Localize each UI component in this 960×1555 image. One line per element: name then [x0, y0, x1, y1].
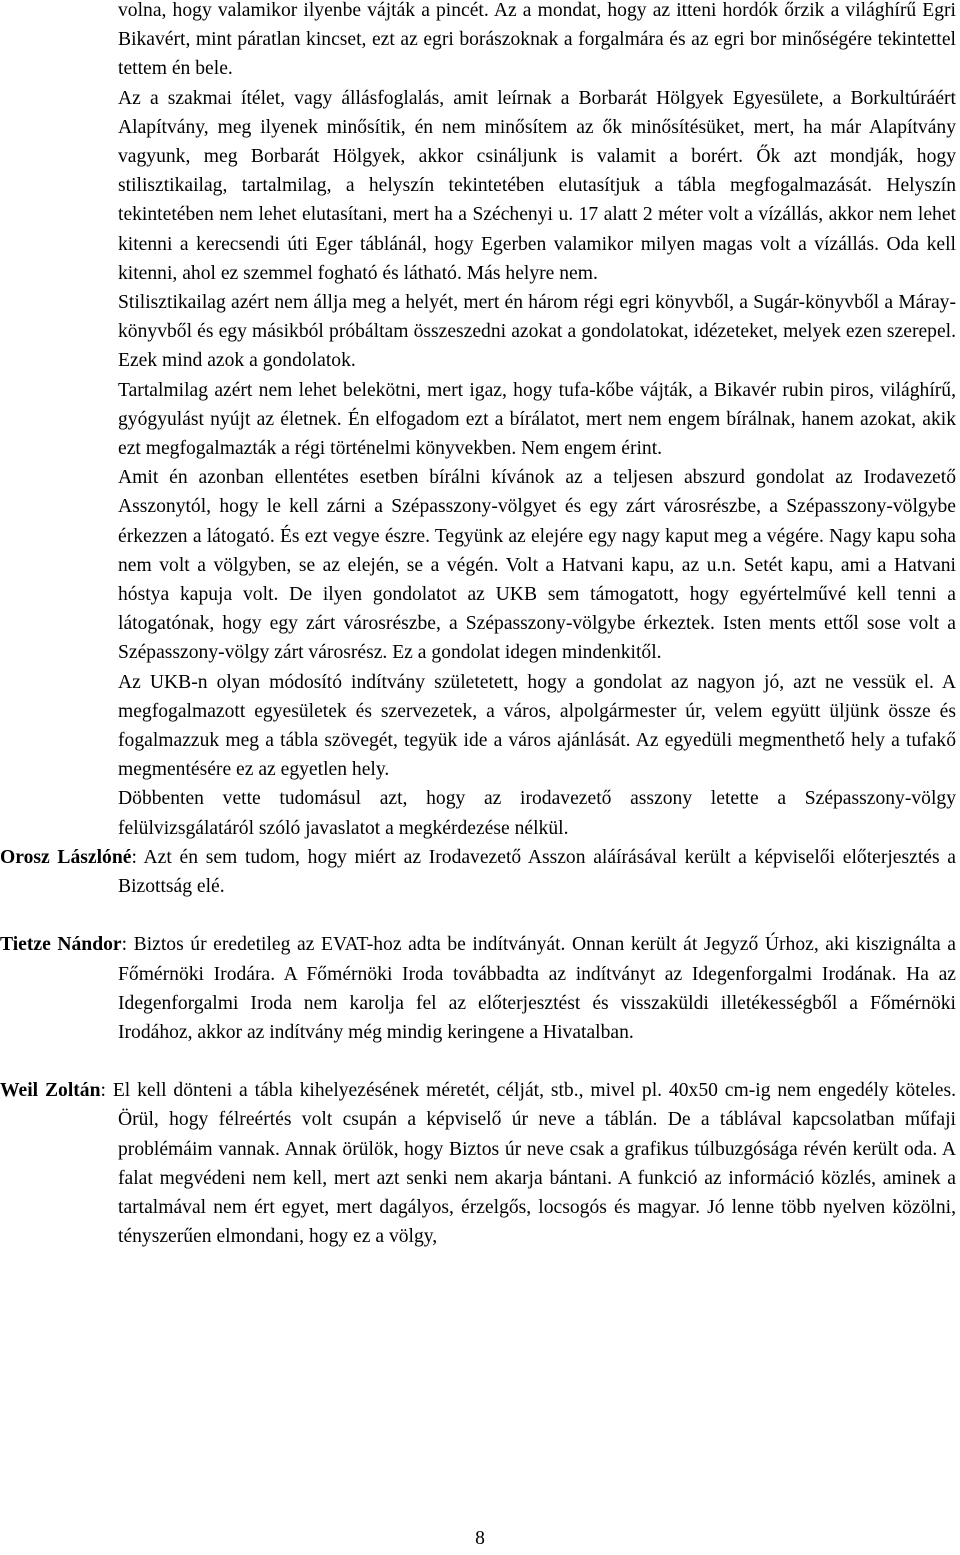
paragraph-continued: volna, hogy valamikor ilyenbe vájták a pincét. Az a mondat, hogy az itteni hordók őrzik a világhírű Egri Bikavért, mint páratlan kincset, ezt az egri borászoknak a forgalmára és az egri bor minőségére tekintettel tettem én bele.: [118, 0, 956, 80]
paragraph-dismay: Döbbenten vette tudomásul azt, hogy az irodavezető asszony letette a Szépasszony-völgy felülvizsgálatáról szóló javaslatot a megkérdezése nélkül.: [118, 788, 956, 839]
speaker-name: Tietze Nándor: [0, 934, 122, 956]
speech-text: : Biztos úr eredetileg az EVAT-hoz adta be indítványát. Onnan került át Jegyző Úrhoz, aki kiszignálta a Főmérnöki Irodára. A Főmérnöki Iroda továbbadta az indítványt az Idegenforgalmi Irodának. Ha az Idegenforgalmi Iroda nem karolja fel az előterjesztést és visszaküldi illetékességből a Főmérnöki Irodához, akkor az indítvány még mindig keringene a Hivatalban.: [118, 934, 956, 1043]
paragraph-professional-opinion: Az a szakmai ítélet, vagy állásfoglalás, amit leírnak a Borbarát Hölgyek Egyesülete, a Borkultúráért Alapítvány, meg ilyenek minősítik, én nem minősítem az ők minősítésüket, mert, ha már Alapítvány vagyunk, meg Borbarát Hölgyek, akkor csináljunk is valamit a borért. Ők azt mondják, hogy stilisztikailag, tartalmilag, a helyszín tekintetében elutasítjuk a tábla megfogalmazását. Helyszín tekintetében nem lehet elutasítani, mert ha a Széchenyi u. 17 alatt 2 méter volt a vízállás, akkor nem lehet kitenni a kerecsendi úti Eger táblánál, hogy Egerben valamikor milyen magas volt a vízállás. Oda kell kitenni, ahol ez szemmel fogható és látható. Más helyre nem.: [118, 87, 956, 284]
paragraph-ukb-motion: Az UKB-n olyan módosító indítvány születetett, hogy a gondolat az nagyon jó, azt ne vessük el. A megfogalmazott egyesületek és szervezetek, a város, alpolgármester úr, velem együtt üljünk össze és fogalmazzuk meg a tábla szövegét, tegyük ide a város ajánlását. Az egyedüli megmenthető hely a tufakő megmentésére ez az egyetlen hely.: [118, 671, 956, 781]
paragraph-closed-district: Amit én azonban ellentétes esetben bírálni kívánok az a teljesen abszurd gondolat az Irodavezető Asszonytól, hogy le kell zárni a Szépasszony-völgyet és egy zárt városrészbe, a Szépasszony-völgybe érkezzen a látogató. És ezt vegye észre. Tegyünk az elejére egy nagy kaput meg a végére. Nagy kapu soha nem volt a völgyben, se az elején, se a végén. Volt a Hatvani kapu, az u.n. Setét kapu, ami a Hatvani hóstya kapuja volt. De ilyen gondolatot az UKB sem támogatott, hogy egyértelművé kell tenni a látogatónak, hogy egy zárt városrészbe, a Szépasszony-völgybe érkeztek. Isten ments ettől sose volt a Szépasszony-völgy zárt városrész. Ez a gondolat idegen mindenkitől.: [118, 467, 956, 664]
speech-text: : El kell dönteni a tábla kihelyezésének méretét, célját, stb., mivel pl. 40x50 cm-ig nem engedély köteles. Örül, hogy félreértés volt csupán a képviselő úr neve a táblán. De a táblával kapcsolatban műfaji problémáim vannak. Annak örülök, hogy Biztos úr neve csak a grafikus túlbuzgósága révén került oda. A falat megvédeni nem kell, mert azt senki nem akarja bántani. A funkció az információ közlés, aminek a tartalmával nem ért egyet, mert dagályos, érzelgős, locsogós és magyar. Jó lenne több nyelven közölni, tényszerűen elmondani, hogy ez a völgy,: [100, 1080, 956, 1248]
speech-weil: [0, 1076, 956, 1251]
spacer: [0, 901, 960, 930]
spacer: [0, 1047, 960, 1076]
speaker-name: Weil Zoltán: [0, 1080, 101, 1102]
speech-text: : Azt én sem tudom, hogy miért az Irodavezető Asszon aláírásával került a képviselői előterjesztés a Bizottság elé.: [118, 846, 956, 898]
speech-orosz: [0, 843, 956, 901]
speech-tietze: [0, 930, 956, 1047]
page-number: 8: [475, 1528, 485, 1549]
paragraph-stylistic: Stilisztikailag azért nem állja meg a helyét, mert én három régi egri könyvből, a Sugár-könyvből a Máray-könyvből és egy másikból próbáltam összeszedni azokat a gondolatokat, idézeteket, melyek ezen szerepel. Ezek mind azok a gondolatok.: [118, 292, 956, 372]
speaker-name: Orosz Lászlóné: [0, 846, 132, 868]
paragraph-content: Tartalmilag azért nem lehet belekötni, mert igaz, hogy tufa-kőbe vájták, a Bikavér rubin piros, világhírű, gyógyulást nyújt az életnek. Én elfogadom ezt a bírálatot, mert nem engem bírálnak, hanem azokat, akik ezt megfogalmazták a régi történelmi könyvekben. Nem engem érint.: [118, 379, 956, 460]
